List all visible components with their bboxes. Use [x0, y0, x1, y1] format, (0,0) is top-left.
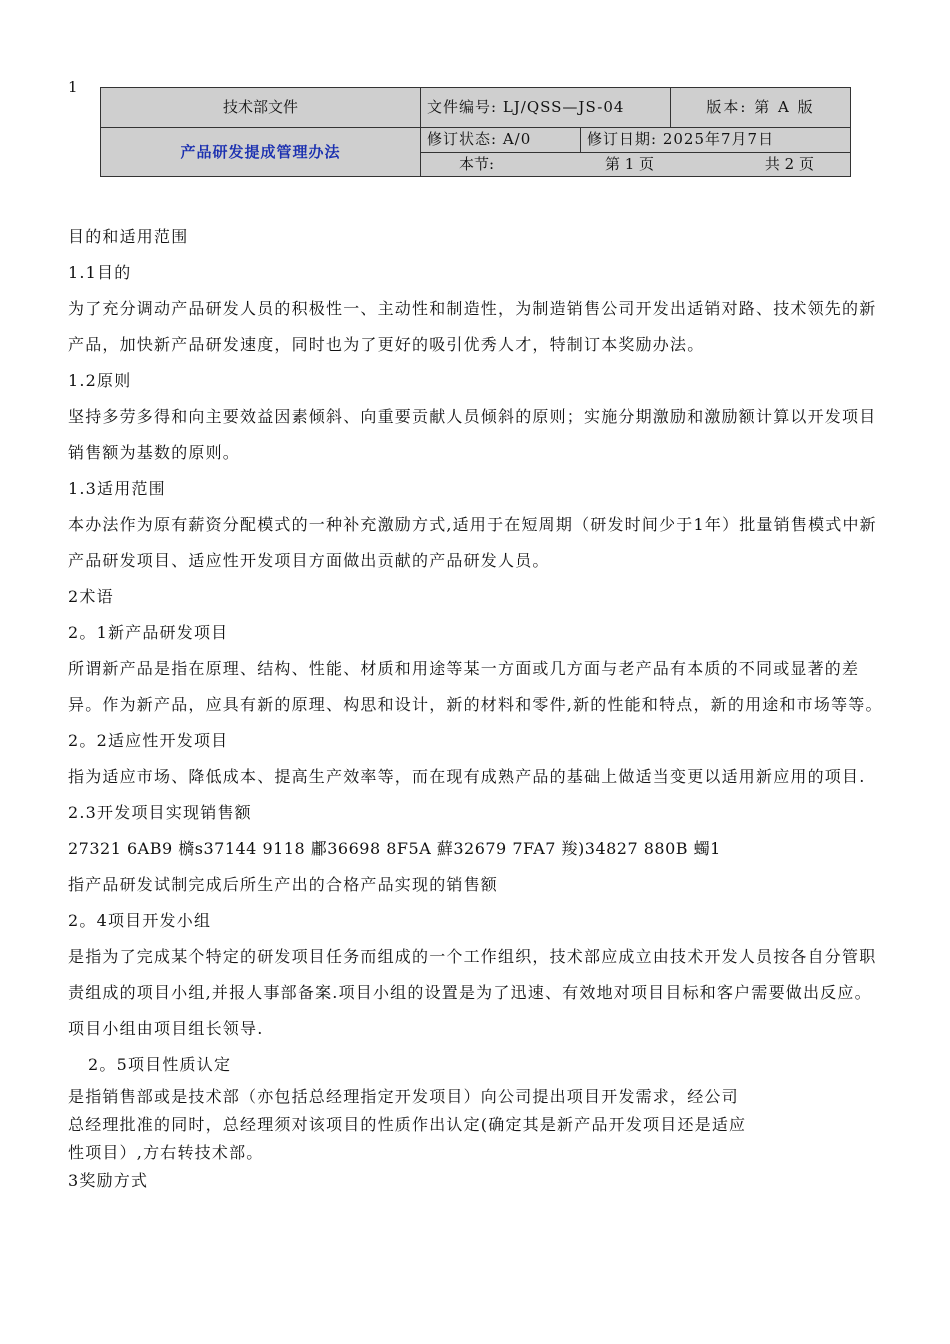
document-body — [68, 219, 888, 1195]
page-of: 第 1 页 — [604, 154, 655, 173]
paragraph: 坚持多劳多得和向主要效益因素倾斜、向重要贡献人员倾斜的原则；实施分期激励和激励额计算以开发项目销售额为基数的原则。 — [68, 407, 877, 462]
document-number: 文件编号: LJ/QSS—JS-04 — [421, 88, 671, 128]
subsection-heading: 1.3适用范围 — [68, 479, 166, 498]
subsection-heading: 2。2适应性开发项目 — [68, 731, 229, 750]
paragraph-line: 是指销售部或是技术部（亦包括总经理指定开发项目）向公司提出项目开发需求，经公司 — [68, 1087, 739, 1106]
subsection-heading: 1.2原则 — [68, 371, 132, 390]
revision-date: 修订日期: 2025年7月7日 — [581, 128, 851, 152]
paragraph: 为了充分调动产品研发人员的积极性一、主动性和制造性，为制造销售公司开发出适销对路、技术领先的新产品，加快新产品研发速度，同时也为了更好的吸引优秀人才，特制订本奖励办法。 — [68, 299, 877, 354]
version-label: 版本: 第 A 版 — [671, 88, 851, 128]
paragraph-line: 性项目）,方右转技术部。 — [68, 1143, 264, 1162]
subsection-heading: 2.3开发项目实现销售额 — [68, 803, 252, 822]
subsection-heading: 2。5项目性质认定 — [88, 1055, 232, 1074]
page-number: 1 — [68, 78, 78, 96]
department-label: 技术部文件 — [101, 88, 421, 128]
paragraph-line: 总经理批准的同时，总经理须对该项目的性质作出认定(确定其是新产品开发项目还是适应 — [68, 1115, 747, 1134]
paragraph: 所谓新产品是指在原理、结构、性能、材质和用途等某一方面或几方面与老产品有本质的不同或显著的差异。作为新产品，应具有新的原理、构思和设计，新的材料和零件,新的性能和特点，新的用途和市场等等。 — [68, 659, 883, 714]
section-heading: 目的和适用范围 — [68, 227, 189, 246]
section-heading: 2术语 — [68, 587, 114, 606]
subsection-heading: 1.1目的 — [68, 263, 132, 282]
revision-status: 修订状态: A/0 — [421, 128, 581, 152]
subsection-heading: 2。1新产品研发项目 — [68, 623, 229, 642]
document-title: 产品研发提成管理办法 — [101, 128, 421, 177]
document-header-table — [100, 87, 851, 177]
paragraph: 是指为了完成某个特定的研发项目任务而组成的一个工作组织，技术部应成立由技术开发人员按各自分管职责组成的项目小组,并报人事部备案.项目小组的设置是为了迅速、有效地对项目目标和客户需要做出反应。项目小组由项目组长领导. — [68, 947, 877, 1038]
garbled-text-line: 27321 6AB9 檹s37144 9118 鄘36698 8F5A 蘚32679 7FA7 羧)34827 880B 蠋1 — [68, 839, 721, 858]
paragraph: 指产品研发试制完成后所生产出的合格产品实现的销售额 — [68, 875, 499, 894]
paragraph: 本办法作为原有薪资分配模式的一种补充激励方式,适用于在短周期（研发时间少于1年）批量销售模式中新产品研发项目、适应性开发项目方面做出贡献的产品研发人员。 — [68, 515, 877, 570]
paragraph: 指为适应市场、降低成本、提高生产效率等，而在现有成熟产品的基础上做适当变更以适用新应用的项目. — [68, 767, 866, 786]
total-pages: 共 2 页 — [764, 154, 814, 173]
section-heading: 3奖励方式 — [68, 1171, 149, 1190]
section-info — [421, 152, 851, 176]
subsection-heading: 2。4项目开发小组 — [68, 911, 212, 930]
section-label: 本节: — [459, 154, 495, 173]
